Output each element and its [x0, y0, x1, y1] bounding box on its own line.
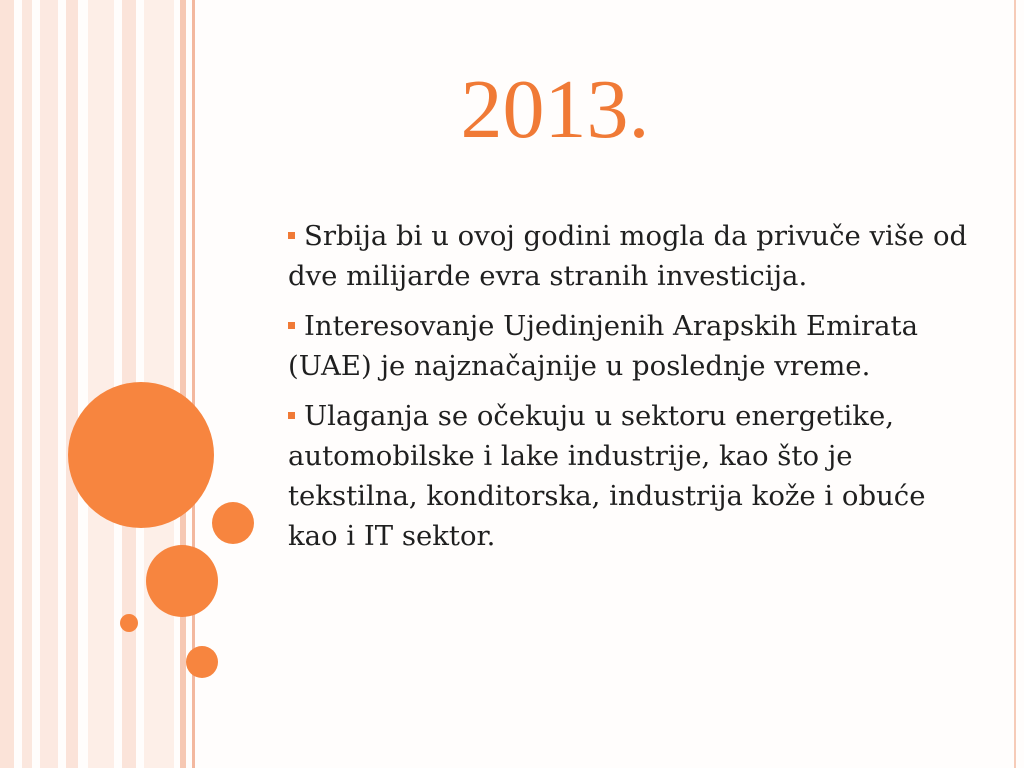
decorative-circle-tiny [186, 646, 218, 678]
bullet-list [288, 216, 978, 566]
stripe [0, 0, 14, 768]
square-bullet-icon [288, 412, 295, 419]
decorative-stripes [0, 0, 200, 768]
square-bullet-icon [288, 232, 295, 239]
bullet-text: Srbija bi u ovoj godini mogla da privuče više od dve milijarde evra stranih investicija. [288, 220, 968, 292]
stripe [40, 0, 58, 768]
bullet-item [288, 396, 978, 556]
bullet-text: Interesovanje Ujedinjenih Arapskih Emirata (UAE) je najznačajnije u poslednje vreme. [288, 310, 918, 382]
stripe [180, 0, 186, 768]
stripe [22, 0, 32, 768]
decorative-circle-medium [146, 545, 218, 617]
bullet-text: Ulaganja se očekuju u sektoru energetike, automobilske i lake industrije, kao što je tekstilna, konditorska, industrija kože i obuće kao i IT sektor. [288, 400, 926, 552]
stripe [66, 0, 78, 768]
decorative-circle-large [68, 382, 214, 528]
bullet-item [288, 216, 978, 296]
decorative-circle-dot [120, 614, 138, 632]
stripe [88, 0, 114, 768]
bullet-item [288, 306, 978, 386]
square-bullet-icon [288, 322, 295, 329]
right-border-line [1014, 0, 1016, 768]
decorative-circle-small [212, 502, 254, 544]
slide-title: 2013. [460, 63, 650, 156]
